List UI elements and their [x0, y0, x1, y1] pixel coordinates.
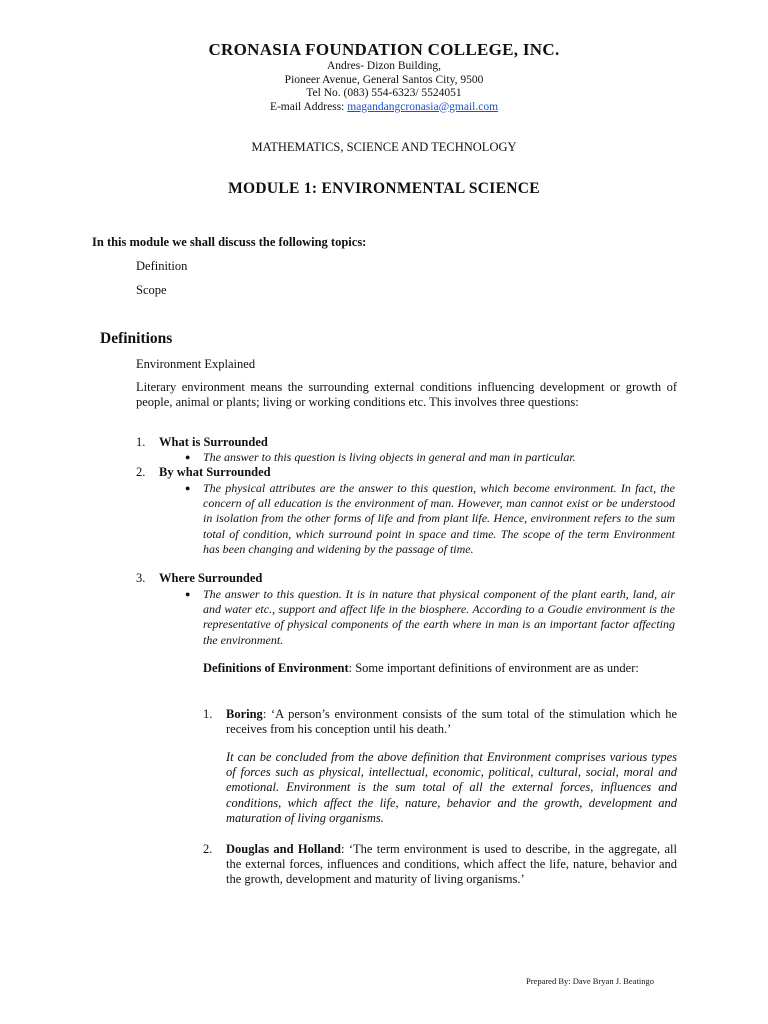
definition-author: Douglas and Holland [226, 842, 342, 856]
email-link[interactable]: magandangcronasia@gmail.com [347, 100, 499, 113]
definition-body: : ‘The term environment is used to describe, in the aggregate, all the external forces, influences and conditions, which affect the life, nature, behavior and the growth, development and maturity of living organisms.’ [226, 842, 678, 887]
module-title: MODULE 1: ENVIRONMENTAL SCIENCE [228, 180, 540, 197]
question-title: Where Surrounded [159, 571, 263, 585]
telephone-line: Tel No. (083) 554-6323/ 5524051 [306, 87, 462, 99]
email-label: E-mail Address: [269, 100, 348, 113]
definition-author: Boring [226, 707, 263, 721]
definition-text [226, 842, 677, 888]
question-number: 2. [136, 465, 146, 479]
definitions-heading-rest: : Some important definitions of environment are as under: [348, 661, 639, 675]
topic-item: Definition [136, 259, 188, 273]
section-heading: Definitions [100, 330, 173, 347]
prepared-by-footer: Prepared By: Dave Bryan J. Beatingo [526, 976, 654, 986]
definition-body: : ‘A person’s environment consists of the sum total of the stimulation which he receives from his conception until his death.’ [226, 707, 677, 737]
address-line-1: Andres- Dizon Building, [326, 60, 442, 72]
question-number: 1. [136, 435, 146, 449]
definitions-heading-bold: Definitions of Environment [203, 661, 349, 675]
subsection-heading: Environment Explained [136, 357, 256, 371]
bullet-icon: ● [185, 452, 191, 462]
question-answer: The physical attributes are the answer to this question, which become environment. In fact, the concern of all education is the environment of man. However, man cannot exist or be understood in isolation from the other forms of life and from plant life. Hence, environment refers to the sum total of condition, which surround point in space and time. The scope of the term Environment has been changing and widening by the passage of time. [203, 481, 675, 556]
definition-number: 1. [203, 707, 213, 721]
definitions-heading [203, 660, 677, 676]
topics-intro: In this module we shall discuss the following topics: [92, 235, 367, 249]
address-line-2: Pioneer Avenue, General Santos City, 9500 [284, 73, 484, 86]
question-number: 3. [136, 571, 146, 585]
question-answer: The answer to this question. It is in nature that physical component of the plant earth, land, air and water etc., support and affect life in the biosphere. According to a Goudie environment is the representative of physical components of the earth where in man is an important factor affecting the environment. [203, 587, 675, 647]
definition-number: 2. [203, 842, 213, 856]
topic-item: Scope [136, 283, 167, 297]
bullet-icon: ● [185, 589, 191, 599]
letterhead [0, 40, 768, 114]
department-title: MATHEMATICS, SCIENCE AND TECHNOLOGY [251, 140, 517, 154]
question-answer: The answer to this question is living objects in general and man in particular. [203, 450, 576, 464]
question-title: By what Surrounded [159, 465, 271, 479]
question-title: What is Surrounded [159, 435, 268, 449]
definition-text [226, 707, 677, 737]
bullet-icon: ● [185, 483, 191, 493]
email-line [0, 101, 768, 115]
body-paragraph: Literary environment means the surrounding external conditions influencing development or growth of people, animal or plants; living or working conditions etc. This involves three questions: [136, 380, 677, 410]
conclusion-paragraph: It can be concluded from the above definition that Environment comprises various types of forces such as physical, intellectual, economic, political, cultural, social, moral and emotional. Environment is the sum total of all the external forces, influences and conditions, which affect the life, nature, behavior and the growth, development and maturation of living organisms. [226, 750, 677, 825]
college-name: CRONASIA FOUNDATION COLLEGE, INC. [208, 40, 560, 59]
